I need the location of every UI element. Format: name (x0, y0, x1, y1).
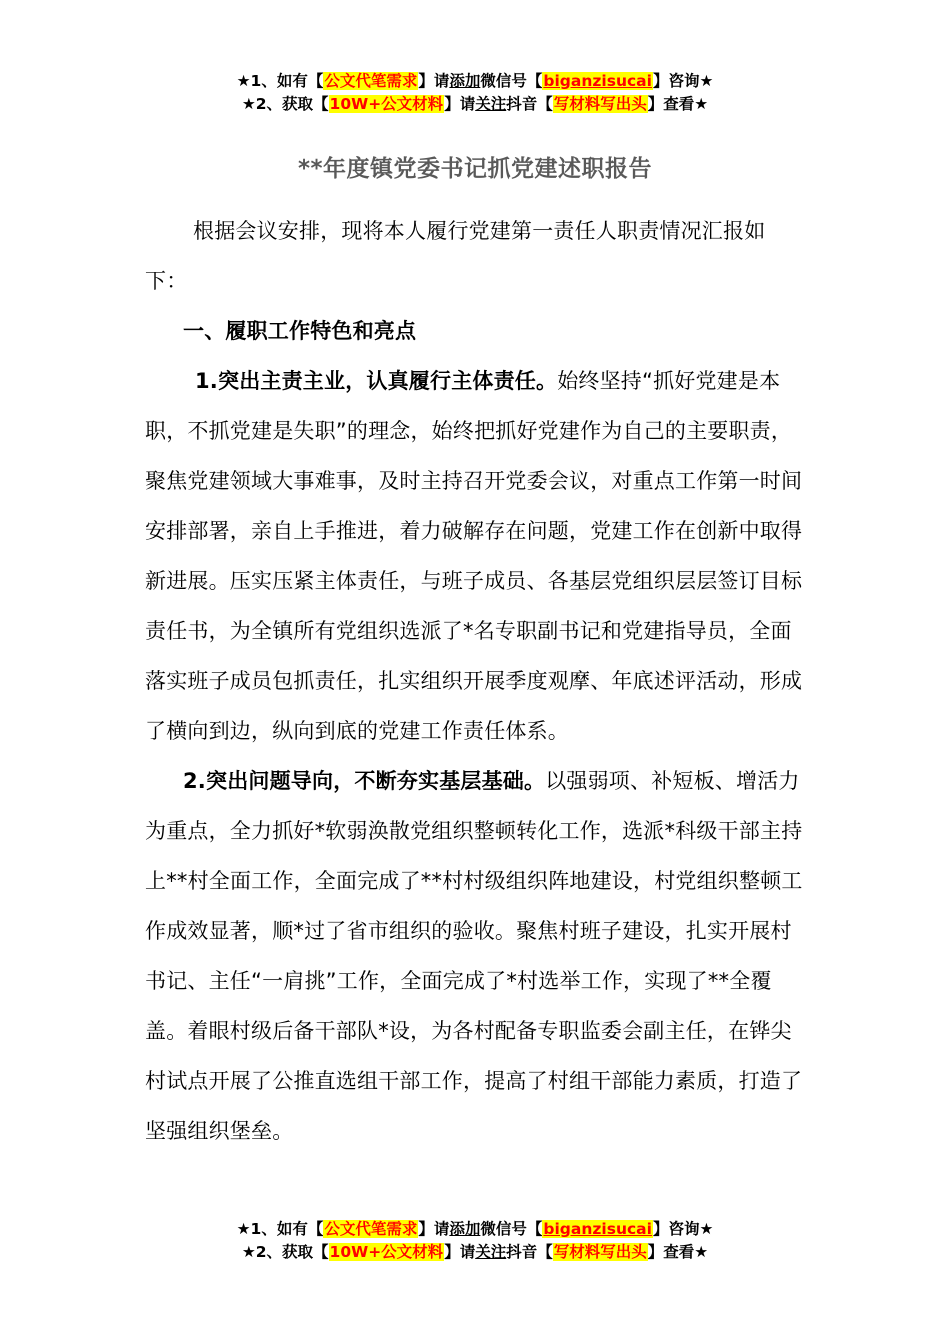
item-1-body: 始终坚持“抓好党建是本职，不抓党建是失职”的理念，始终把抓好党建作为自己的主要职责，聚焦党建领域大事难事，及时主持召开党委会议，对重点工作第一时间安排部署，亲自上手推进，着力破解存在问题，党建工作在创新中取得新进展。压实压紧主体责任，与班子成员、各基层党组织层层签订目标责任书，为全镇所有党组织选派了*名专职副书记和党建指导员，全面落实班子成员包抓责任，扎实组织开展季度观摩、年底述评活动，形成了横向到边，纵向到底的党建工作责任体系。 (145, 369, 803, 743)
document-body (145, 206, 805, 1156)
banner-highlight-materials: 10W+公文材料 (329, 95, 444, 113)
banner-text: 】请 (418, 72, 450, 90)
banner-text: 抖音【 (506, 95, 553, 113)
banner-highlight-service: 公文代笔需求 (324, 1220, 418, 1238)
banner-underline: 关注 (475, 95, 507, 113)
item-2-body: 以强弱项、补短板、增活力为重点，全力抓好*软弱涣散党组织整顿转化工作，选派*科级干部主持上**村全面工作，全面完成了**村村级组织阵地建设，村党组织整顿工作成效显著，顺*过了省市组织的验收。聚焦村班子建设，扎实开展村书记、主任“一肩挑”工作，全面完成了*村选举工作，实现了**全覆盖。着眼村级后备干部队*设，为各村配备专职监委会副主任，在铧尖村试点开展了公推直选组干部工作，提高了村组干部能力素质，打造了坚强组织堡垒。 (145, 769, 803, 1143)
banner-underline: 添加 (449, 1220, 481, 1238)
banner-underline: 关注 (475, 1243, 507, 1261)
banner-text: ★1、如有【 (236, 72, 324, 90)
banner-highlight-materials: 10W+公文材料 (329, 1243, 444, 1261)
banner-line-2 (0, 93, 950, 116)
wechat-id-link[interactable]: biganzisucai (543, 1220, 652, 1238)
intro-paragraph: 根据会议安排，现将本人履行党建第一责任人职责情况汇报如下： (145, 219, 766, 293)
item-1-lead: 1.突出主责主业，认真履行主体责任。 (195, 369, 558, 393)
banner-line-2 (0, 1241, 950, 1264)
banner-text: ★1、如有【 (236, 1220, 324, 1238)
banner-text: 微信号【 (480, 72, 543, 90)
banner-text: 微信号【 (480, 1220, 543, 1238)
banner-text: 抖音【 (506, 1243, 553, 1261)
item-1-paragraph (145, 356, 805, 756)
banner-line-1 (0, 70, 950, 93)
douyin-account: 写材料写出头 (553, 1243, 647, 1261)
item-2-lead: 2.突出问题导向，不断夯实基层基础。 (183, 769, 546, 793)
banner-underline: 添加 (449, 72, 481, 90)
document-title: **年度镇党委书记抓党建述职报告 (297, 156, 653, 182)
top-banner (0, 70, 950, 116)
banner-text: 】咨询★ (652, 1220, 714, 1238)
bottom-banner (0, 1218, 950, 1264)
banner-line-1 (0, 1218, 950, 1241)
banner-highlight-service: 公文代笔需求 (324, 72, 418, 90)
banner-text: 】查看★ (647, 95, 709, 113)
banner-text: ★2、获取【 (241, 1243, 329, 1261)
banner-text: 】请 (444, 95, 476, 113)
item-2-paragraph (145, 756, 805, 1156)
douyin-account: 写材料写出头 (553, 95, 647, 113)
wechat-id-link[interactable]: biganzisucai (543, 72, 652, 90)
banner-text: 】请 (418, 1220, 450, 1238)
section-heading: 一、履职工作特色和亮点 (183, 319, 417, 343)
banner-text: 】请 (444, 1243, 476, 1261)
banner-text: 】查看★ (647, 1243, 709, 1261)
banner-text: 】咨询★ (652, 72, 714, 90)
banner-text: ★2、获取【 (241, 95, 329, 113)
